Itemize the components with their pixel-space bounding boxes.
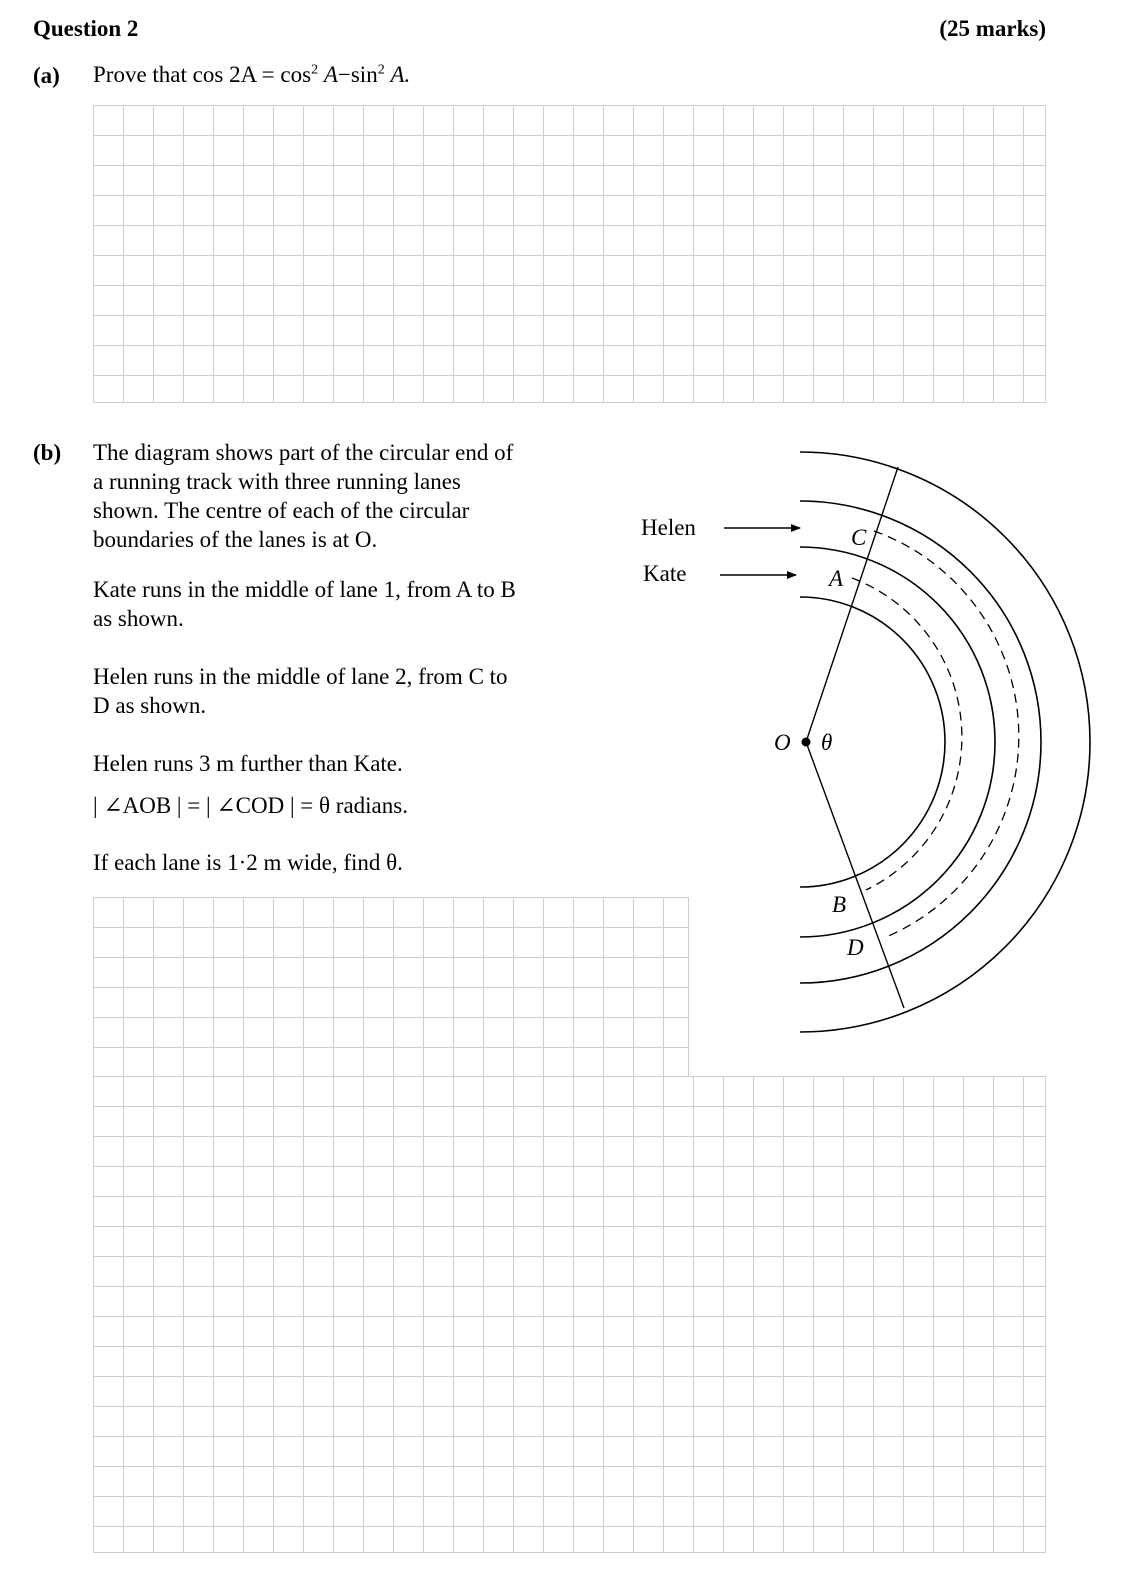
part-b-para1: The diagram shows part of the circular end of a running track with three running lanes shown. The centre of each of the circular boundaries of the lanes is at O. [93, 440, 514, 552]
part-a-prompt-prefix: Prove that [93, 62, 187, 87]
label-kate: Kate [643, 561, 687, 586]
label-o: O [774, 730, 791, 755]
label-helen: Helen [641, 515, 696, 540]
radius-line-upper [806, 467, 898, 742]
part-b-para3: Helen runs in the middle of lane 2, from C to D as shown. [93, 664, 508, 718]
label-c: C [851, 525, 867, 550]
label-d: D [847, 935, 864, 960]
label-b: B [832, 892, 847, 917]
radius-line-lower [806, 742, 904, 1008]
part-a-label: (a) [33, 63, 60, 88]
centre-point [802, 738, 811, 747]
label-theta: θ [821, 730, 833, 755]
question-title: Question 2 [33, 16, 139, 41]
part-b-label: (b) [33, 440, 62, 465]
helen-path [874, 531, 1019, 937]
angle-statement: | ∠AOB | = | ∠COD | = θ radians. [93, 793, 408, 818]
part-b-para4: Helen runs 3 m further than Kate. [93, 751, 403, 776]
label-a: A [829, 566, 844, 591]
part-b-para5: If each lane is 1·2 m wide, find θ. [93, 850, 403, 875]
marks-label: (25 marks) [939, 16, 1046, 41]
part-b-para2: Kate runs in the middle of lane 1, from A to B as shown. [93, 577, 516, 631]
equation: $\cos 2A = \cos^2 A-\sin^2$ A. [192, 62, 411, 87]
